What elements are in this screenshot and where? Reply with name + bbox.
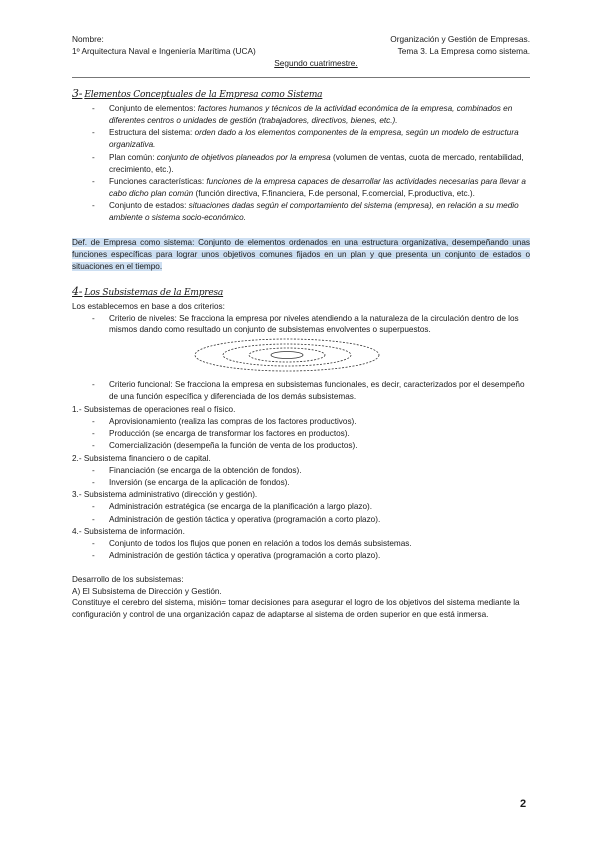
- page-number: 2: [520, 798, 527, 810]
- desarrollo-heading: Desarrollo de los subsistemas:: [72, 574, 184, 584]
- definition-paragraph: [72, 237, 530, 273]
- page-body: [72, 86, 530, 621]
- header-semester: Segundo cuatrimestre.: [274, 57, 358, 68]
- subsystem-heading: 3.- Subsistema administrativo (dirección y gestión).: [72, 490, 258, 500]
- criterio-funcional-list: [92, 379, 530, 403]
- item-text: factores humanos y técnicos de la actividad económica de la empresa, combinados en diferentes centros o unidades de gestión (trabajadores, directivos, bienes, etc.).: [109, 104, 513, 125]
- header-course: 1º Arquitectura Naval e Ingeniería Marítima (UCA): [72, 45, 256, 56]
- criterio-niveles-list: [92, 313, 530, 337]
- section-4-number: 4-: [72, 284, 83, 298]
- list-item: - Administración de gestión táctica y operativa (programación a corto plazo).: [92, 550, 530, 562]
- subsystem-a-heading: A) El Subsistema de Dirección y Gestión.: [72, 586, 222, 596]
- section-4-intro: Los establecemos en base a dos criterios:: [72, 301, 225, 311]
- list-item: - Criterio de niveles: Se fracciona la empresa por niveles atendiendo a la naturaleza de la circulación dentro de los mismos dando como resultado un conjunto de subsistemas envolventes o superpuestos.: [92, 313, 530, 337]
- subsystem-4: [72, 526, 530, 562]
- subsystem-3: [72, 489, 530, 525]
- list-item: - Inversión (se encarga de la aplicación de fondos).: [92, 477, 530, 489]
- concentric-ellipses-figure: [192, 337, 382, 373]
- section-3-list: [92, 103, 530, 224]
- section-3-heading: Elementos Conceptuales de la Empresa como Sistema: [84, 90, 323, 100]
- item-text: orden dado a los elementos componentes de la empresa, según un modelo de estructura organizativa.: [109, 128, 519, 150]
- item-label: Conjunto de elementos: [109, 104, 194, 114]
- desarrollo-paragraph: Constituye el cerebro del sistema, misión= tomar decisiones para asegurar el logro de los objetivos del sistema mediante la configuración y control de una organización capaz de adaptarse al sistema de orden superior en que está inmersa.: [72, 598, 520, 620]
- list-item: - Producción (se encarga de transformar los factores en productos).: [92, 428, 530, 440]
- item-tail: (función directiva, F.financiera, F.de personal, F.comercial, F.productiva, etc.).: [193, 188, 475, 198]
- list-item: - Conjunto de todos los flujos que ponen en relación a todos los demás subsistemas.: [92, 538, 530, 550]
- section-3-number: 3-: [72, 87, 83, 100]
- list-item: - Administración estratégica (se encarga de la planificación a largo plazo).: [92, 501, 530, 513]
- item-label: Estructura del sistema: [109, 128, 190, 138]
- list-item: - Conjunto de estados: situaciones dadas según el comportamiento del sistema (empresa), en relación a su medio ambiente o sistema socio-económico.: [92, 200, 530, 224]
- item-label: Plan común: [109, 152, 153, 162]
- subsystem-heading: 1.- Subsistemas de operaciones real o físico.: [72, 404, 236, 414]
- item-label: Funciones características: [109, 176, 202, 186]
- header-name-label: Nombre:: [72, 34, 104, 44]
- item-text: funciones de la empresa capaces de desarrollar las actividades necesarias para llevar a cabo dicho plan común: [109, 176, 526, 198]
- subsystem-1: [72, 404, 530, 453]
- list-item: - Conjunto de elementos: factores humanos y técnicos de la actividad económica de la empresa, combinados en diferentes centros o unidades de gestión (trabajadores, directivos, bienes, etc.).: [92, 103, 530, 127]
- subsystem-heading: 2.- Subsistema financiero o de capital.: [72, 453, 211, 463]
- subsystem-2: [72, 453, 530, 489]
- item-text: situaciones dadas según el comportamiento del sistema (empresa), en relación a su medio ambiente o sistema socio-económico.: [109, 201, 519, 223]
- item-label: Conjunto de estados: [109, 201, 185, 211]
- list-item: - Plan común: conjunto de objetivos planeados por la empresa (volumen de ventas, cuota de mercado, rentabilidad, crecimiento, etc.).: [92, 152, 530, 176]
- list-item: - Administración de gestión táctica y operativa (programación a corto plazo).: [92, 514, 530, 526]
- section-4-heading: Los Subsistemas de la Empresa: [84, 287, 224, 298]
- list-item: - Estructura del sistema: orden dado a los elementos componentes de la empresa, según un modelo de estructura organizativa.: [92, 127, 530, 151]
- list-item: - Financiación (se encarga de la obtención de fondos).: [92, 465, 530, 477]
- subsystem-heading: 4.- Subsistema de información.: [72, 527, 185, 537]
- header-topic: Tema 3. La Empresa como sistema.: [397, 45, 530, 56]
- header-divider: [72, 77, 530, 78]
- section-3-title: [72, 86, 530, 102]
- page-header: [72, 34, 530, 69]
- header-subject: Organización y Gestión de Empresas.: [390, 34, 530, 44]
- list-item: - Aprovisionamiento (realiza las compras de los factores productivos).: [92, 416, 530, 428]
- item-tail: (volumen de ventas, cuota de mercado, rentabilidad, crecimiento, etc.).: [109, 152, 524, 174]
- list-item: - Comercialización (desempeña la función de venta de los productos).: [92, 440, 530, 452]
- list-item: - Funciones características: funciones de la empresa capaces de desarrollar las actividades necesarias para llevar a cabo dicho plan común (función directiva, F.financiera, F.de personal, F.comercial, F.productiva, etc.).: [92, 176, 530, 200]
- section-4-title: [72, 284, 530, 300]
- nested-subsystems-diagram: [72, 337, 530, 373]
- item-text: conjunto de objetivos planeados por la empresa: [156, 152, 331, 162]
- list-item: - Criterio funcional: Se fracciona la empresa en subsistemas funcionales, es decir, caracterizados por el desempeño de una función específica y diferenciada de los demás subsistemas.: [92, 379, 530, 403]
- definition-highlight: Def. de Empresa como sistema: Conjunto de elementos ordenados en una estructura organizativa, desempeñando unas funciones específicas para lograr unos objetivos comunes fijados en un plan y que presenta un conjunto de estados o situaciones en el tiempo.: [72, 237, 530, 271]
